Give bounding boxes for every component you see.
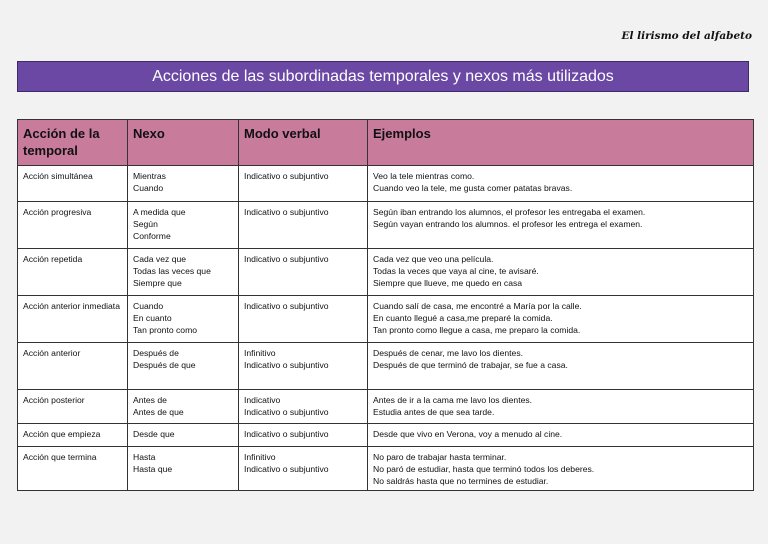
column-header-modo-verbal: Modo verbal xyxy=(239,120,368,166)
cell-ejemplos xyxy=(368,447,754,491)
cell-modo-verbal-line: Indicativo o subjuntivo xyxy=(244,464,329,475)
cell-accion: Acción progresiva xyxy=(18,202,128,249)
cell-modo-verbal xyxy=(239,343,368,390)
cell-ejemplos-line: Después de que terminó de trabajar, se fue a casa. xyxy=(373,360,568,371)
cell-modo-verbal-line: Indicativo o subjuntivo xyxy=(244,301,329,311)
cell-nexo xyxy=(128,249,239,296)
cell-ejemplos xyxy=(368,390,754,424)
cell-nexo-line: Después de que xyxy=(133,360,196,371)
table-body xyxy=(18,166,754,491)
cell-modo-verbal xyxy=(239,202,368,249)
cell-nexo-line: Mientras xyxy=(133,171,166,181)
table-row xyxy=(18,296,754,343)
cell-nexo-line: Conforme xyxy=(133,231,171,242)
cell-nexo xyxy=(128,343,239,390)
column-header-accion: Acción de la temporal xyxy=(18,120,128,166)
cell-ejemplos-line: Estudia antes de que sea tarde. xyxy=(373,407,495,418)
table-row xyxy=(18,424,754,447)
cell-ejemplos-line: Cuando salí de casa, me encontré a María por la calle. xyxy=(373,301,582,311)
cell-nexo-line: En cuanto xyxy=(133,313,172,324)
cell-ejemplos-line: Tan pronto como llegue a casa, me preparo la comida. xyxy=(373,325,581,336)
cell-modo-verbal-line: Indicativo o subjuntivo xyxy=(244,254,329,264)
cell-accion: Acción posterior xyxy=(18,390,128,424)
cell-modo-verbal xyxy=(239,447,368,491)
cell-nexo-line: Siempre que xyxy=(133,278,182,289)
cell-ejemplos xyxy=(368,424,754,447)
cell-ejemplos xyxy=(368,296,754,343)
cell-modo-verbal xyxy=(239,424,368,447)
cell-nexo-line: A medida que xyxy=(133,207,186,217)
cell-ejemplos-line: Según vayan entrando los alumnos. el profesor les entrega el examen. xyxy=(373,219,643,230)
cell-modo-verbal-line: Indicativo o subjuntivo xyxy=(244,171,329,181)
table-row xyxy=(18,447,754,491)
table-header-row xyxy=(18,120,754,166)
cell-modo-verbal xyxy=(239,296,368,343)
cell-ejemplos-line: Cada vez que veo una película. xyxy=(373,254,494,264)
cell-accion: Acción anterior xyxy=(18,343,128,390)
cell-ejemplos-line: No saldrás hasta que no termines de estudiar. xyxy=(373,476,549,487)
cell-modo-verbal xyxy=(239,390,368,424)
cell-nexo xyxy=(128,202,239,249)
table-row xyxy=(18,166,754,202)
cell-nexo-line: Cada vez que xyxy=(133,254,187,264)
cell-nexo-line: Antes de xyxy=(133,395,167,405)
cell-accion: Acción anterior inmediata xyxy=(18,296,128,343)
cell-accion: Acción que empieza xyxy=(18,424,128,447)
cell-ejemplos-line: Desde que vivo en Verona, voy a menudo al cine. xyxy=(373,429,563,439)
cell-modo-verbal-line: Infinitivo xyxy=(244,348,276,358)
cell-nexo-line: Tan pronto como xyxy=(133,325,198,336)
brand-logo-text: El lirismo del alfabeto xyxy=(621,30,752,42)
table-row xyxy=(18,202,754,249)
cell-nexo-line: Desde que xyxy=(133,429,175,439)
cell-accion: Acción simultánea xyxy=(18,166,128,202)
column-header-nexo: Nexo xyxy=(128,120,239,166)
cell-nexo xyxy=(128,296,239,343)
cell-modo-verbal-line: Indicativo o subjuntivo xyxy=(244,429,329,439)
cell-modo-verbal-line: Indicativo o subjuntivo xyxy=(244,360,329,371)
table-row xyxy=(18,249,754,296)
cell-ejemplos-line: Siempre que llueve, me quedo en casa xyxy=(373,278,523,289)
cell-ejemplos-line: Cuando veo la tele, me gusta comer patatas bravas. xyxy=(373,183,573,194)
cell-nexo-line: Antes de que xyxy=(133,407,184,418)
cell-accion: Acción repetida xyxy=(18,249,128,296)
cell-nexo xyxy=(128,166,239,202)
cell-ejemplos-line: Todas la veces que vaya al cine, te avisaré. xyxy=(373,266,539,277)
cell-ejemplos xyxy=(368,343,754,390)
temporal-clauses-table xyxy=(17,119,754,491)
cell-modo-verbal-line: Indicativo o subjuntivo xyxy=(244,407,329,418)
table-row xyxy=(18,343,754,390)
cell-nexo-line: Hasta que xyxy=(133,464,173,475)
cell-nexo xyxy=(128,447,239,491)
cell-ejemplos-line: No paró de estudiar, hasta que terminó todos los deberes. xyxy=(373,464,595,475)
cell-ejemplos-line: Antes de ir a la cama me lavo los dientes. xyxy=(373,395,533,405)
cell-nexo xyxy=(128,390,239,424)
cell-nexo-line: Cuando xyxy=(133,183,164,194)
cell-ejemplos-line: Después de cenar, me lavo los dientes. xyxy=(373,348,524,358)
page-title: Acciones de las subordinadas temporales y nexos más utilizados xyxy=(17,61,749,92)
table-row xyxy=(18,390,754,424)
cell-nexo-line: Después de xyxy=(133,348,179,358)
cell-accion: Acción que termina xyxy=(18,447,128,491)
cell-nexo-line: Todas las veces que xyxy=(133,266,211,277)
cell-ejemplos xyxy=(368,202,754,249)
cell-nexo-line: Hasta xyxy=(133,452,156,462)
cell-modo-verbal-line: Indicativo xyxy=(244,395,281,405)
cell-modo-verbal xyxy=(239,249,368,296)
cell-modo-verbal xyxy=(239,166,368,202)
cell-ejemplos xyxy=(368,249,754,296)
cell-modo-verbal-line: Indicativo o subjuntivo xyxy=(244,207,329,217)
cell-nexo xyxy=(128,424,239,447)
cell-ejemplos-line: Según iban entrando los alumnos, el profesor les entregaba el examen. xyxy=(373,207,646,217)
cell-modo-verbal-line: Infinitivo xyxy=(244,452,276,462)
cell-ejemplos xyxy=(368,166,754,202)
cell-nexo-line: Según xyxy=(133,219,158,230)
cell-ejemplos-line: No paro de trabajar hasta terminar. xyxy=(373,452,507,462)
cell-ejemplos-line: En cuanto llegué a casa,me preparé la comida. xyxy=(373,313,553,324)
column-header-ejemplos: Ejemplos xyxy=(368,120,754,166)
cell-nexo-line: Cuando xyxy=(133,301,164,311)
cell-ejemplos-line: Veo la tele mientras como. xyxy=(373,171,475,181)
